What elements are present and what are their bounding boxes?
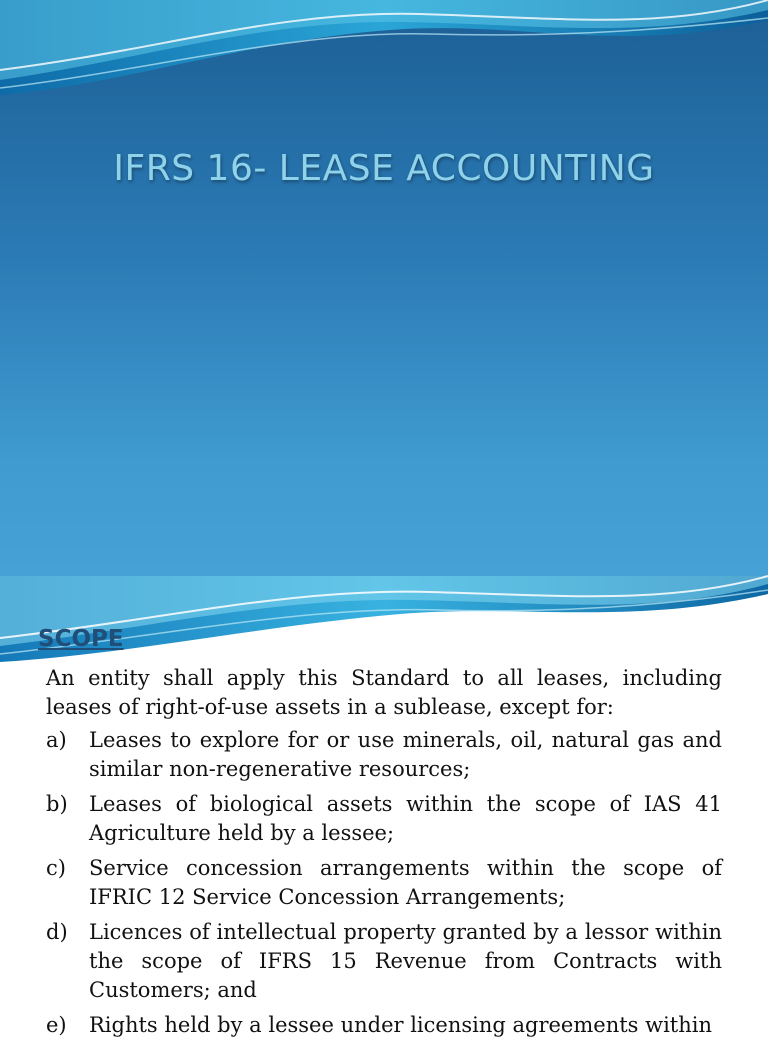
wave-header-decoration (0, 0, 768, 120)
list-marker: e) (46, 1013, 67, 1037)
list-item-text: Rights held by a lessee under licensing agreements within (89, 1013, 713, 1037)
list-item-text: Service concession arrangements within the scope of IFRIC 12 Service Concession Arrangements; (89, 856, 722, 909)
list-item-text: Leases of biological assets within the scope of IAS 41 Agriculture held by a lessee; (89, 792, 722, 845)
scope-slide (0, 576, 768, 1037)
exclusion-list (46, 726, 722, 1040)
wave-header-decoration-2 (0, 576, 768, 666)
list-marker: b) (46, 792, 68, 816)
list-item (46, 790, 722, 848)
list-item-text: Leases to explore for or use minerals, oil, natural gas and similar non-regenerative resources; (89, 728, 722, 781)
section-heading: SCOPE (38, 626, 124, 652)
list-marker: d) (46, 920, 68, 944)
list-marker: a) (46, 728, 67, 752)
list-item (46, 726, 722, 784)
list-item (46, 1011, 722, 1040)
scope-content (46, 664, 722, 1046)
list-item (46, 918, 722, 1005)
list-marker: c) (46, 856, 66, 880)
intro-paragraph: An entity shall apply this Standard to all leases, including leases of right-of-use assets in a sublease, except for: (46, 666, 722, 719)
slide-title: IFRS 16- LEASE ACCOUNTING (113, 148, 655, 189)
list-item-text: Licences of intellectual property granted by a lessor within the scope of IFRS 15 Revenue from Contracts with Customers; and (89, 920, 722, 1002)
list-item (46, 854, 722, 912)
